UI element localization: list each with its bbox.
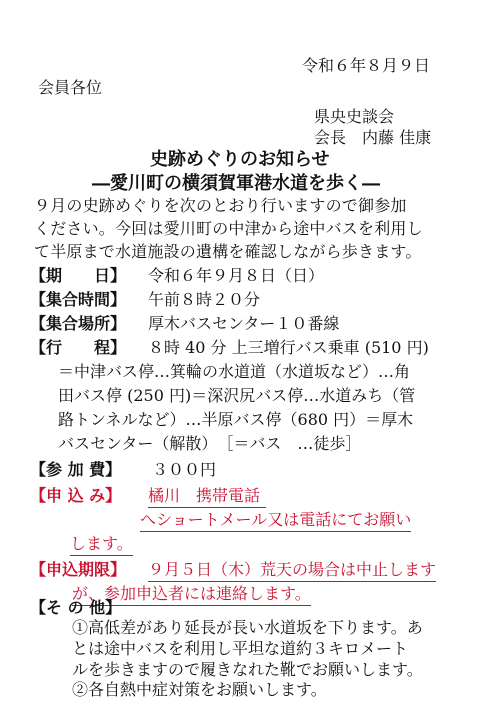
application-line: へショートメール又は電話にてお願い [140,510,411,532]
intro-line: て半原まで水道施設の遺構を確認しながら歩きます。 [34,242,422,261]
other-line: ルを歩きますので履きなれた靴でお願いします。 [72,660,423,679]
meet-time-label: 【集合時間】 [30,290,127,309]
intro-line: ください。今回は愛川町の中津から途中バスを利用し [34,219,423,238]
meet-time-value: 午前８時２０分 [148,290,261,309]
intro-line: ９月の史跡めぐりを次のとおり行いますので御参加 [34,196,407,215]
route-line: ８時 40 分 上三増行バス乗車 (510 円) [148,338,429,357]
other-line: ②各自熱中症対策をお願いします。 [72,680,327,699]
other-label: 【そ の 他】 [30,598,122,617]
addressee: 会員各位 [38,78,103,97]
other-line: とは途中バスを利用し平坦な道約３キロメート [72,639,409,658]
application-value: 橘川 携帯電話 [148,486,266,508]
route-line: ＝中津バス停…箕輪の水道道（水道坂など）…角 [58,362,411,381]
page-subtitle: ―愛川町の横須賀軍港水道を歩く― [92,173,380,194]
meet-place-value: 厚木バスセンター１０番線 [148,314,340,333]
route-line: 路トンネルなど）…半原バス停（680 円）＝厚木 [58,410,414,429]
date-value: 令和６年９月８日（日） [148,266,325,285]
meet-place-label: 【集合場所】 [30,314,127,333]
application-line: します。 [70,534,133,556]
deadline-value: ９月５日（木）荒天の場合は中止します [148,560,436,582]
notice-date: 令和６年８月９日 [302,56,431,75]
deadline-line: が、参加申込者には連絡します。 [72,584,311,606]
organization-name: 県央史談会 [314,107,395,126]
other-line: ①高低差があり延長が長い水道坂を下ります。あ [72,618,423,637]
application-label: 【申 込 み】 [30,486,122,505]
route-label: 【行 程】 [30,338,127,357]
fee-value: ３００円 [152,460,217,479]
fee-label: 【参 加 費】 [30,460,122,479]
route-line: バスセンター（解散） ［＝バス …徒歩］ [58,434,362,453]
deadline-label: 【申込期限】 [30,560,127,579]
signer-name: 会長 内藤 佳康 [314,128,432,147]
page-title: 史跡めぐりのお知らせ [150,149,330,170]
date-label: 【期 日】 [30,266,127,285]
route-line: 田バス停 (250 円)＝深沢尻バス停…水道みち（管 [58,386,416,405]
